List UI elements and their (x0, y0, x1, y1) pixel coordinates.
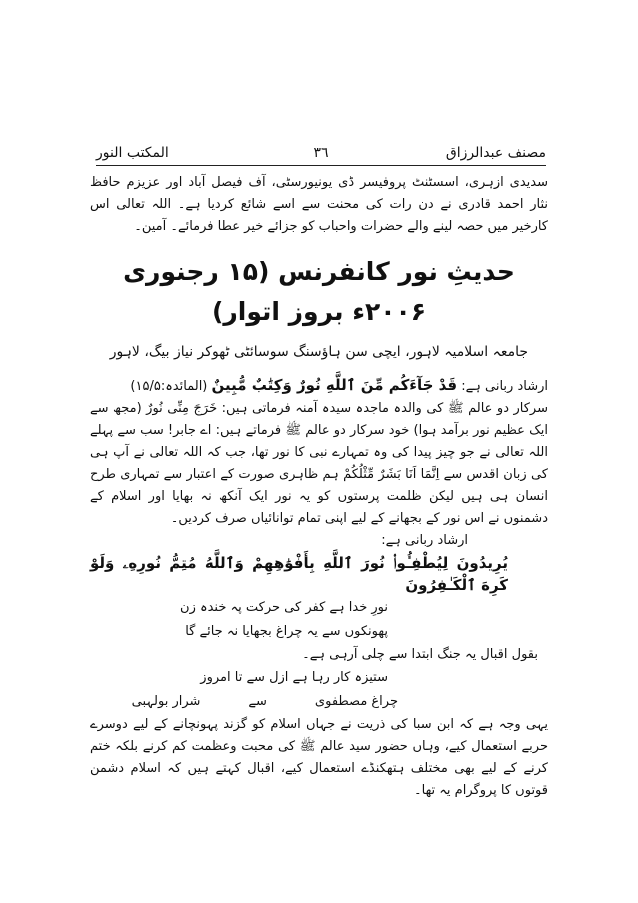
conference-heading: حدیثِ نور کانفرنس (۱۵ رجنوری ۲۰۰۶ء بروز اتوار) (123, 257, 515, 326)
irshad-verse: قَدْ جَآءَكُم مِّنَ ٱللَّهِ نُورٌ وَكِتَٰبٌ مُّبِينٌ (211, 376, 458, 394)
irshad-intro: ارشاد ربانی ہے: (461, 379, 548, 394)
author-name: مصنف عبدالرزاق (445, 145, 546, 161)
publisher-name: المکتب النور (96, 145, 169, 161)
poem2-line1: ستیزہ کار رہا ہے ازل سے تا امروز (200, 670, 388, 685)
page-header (96, 145, 546, 166)
closing-paragraph: یہی وجہ ہے کہ ابن سبا کی ذریت نے جہاں اسلام کو گزند پہونچانے کے لیے دوسرے حربے استعمال کیے، وہاں حضور سید عالم ﷺ کی محبت وعظمت کم کرنے بلکہ ختم کرنے کے لیے بھی مختلف ہتھکنڈے استعمال کیے، اقبال کہتے ہیں کہ اسلام دشمن قوتوں کا پروگرام یہ تھا۔ (90, 717, 548, 798)
poem2-word1: چراغ مصطفوی (314, 694, 398, 709)
poem2-word2: سے (248, 694, 267, 709)
page-number: ٣٦ (313, 145, 329, 161)
poem1-line1: نورِ خدا ہے کفر کی حرکت پہ خندہ زن (180, 600, 388, 615)
poem1-line2: پھونکوں سے یہ چراغ بجھایا نہ جائے گا (185, 624, 388, 639)
poem2-line2 (90, 690, 548, 714)
irshad-reference: (المائدہ:۱۵/۵) (130, 379, 208, 394)
irshad2-intro: ارشاد ربانی ہے: (381, 533, 468, 548)
venue-line: جامعہ اسلامیہ لاہور، ایچی سن ہاؤسنگ سوسائٹی ٹھوکر نیاز بیگ، لاہور (109, 344, 528, 360)
hadith-paragraph: سرکار دو عالم ﷺ کی والدہ ماجدہ سیدہ آمنہ فرماتی ہیں: خَرَجَ مِنِّی نُورٌ (مجھ سے ایک عظیم نور برآمد ہوا) خود سرکار دو عالم ﷺ فرماتے ہیں: اے جابر! سب سے پہلے اللہ تعالی نے جو چیز پیدا کی وہ تمہارے نبی کا نور تھا، جب کہ اللہ تعالی نے آپ ہی کی زبان اقدس سے اِنَّمَا اَنَا بَشَرٌ مِّثْلُكُمْ ہم ظاہری صورت کے اعتبار سے تمہاری طرح انسان ہی ہیں لیکن ظلمت پرستوں کو یہ نور ایک آنکھ نہ بھایا اور اسلام کے دشمنوں نے اس نور کے بجھانے کے لیے اپنی تمام توانائیاں صرف کردیں۔ (90, 401, 548, 526)
iqbal-intro: بقول اقبال یہ جنگ ابتدا سے چلی آرہی ہے۔ (302, 647, 538, 662)
quran-verse: يُرِيدُونَ لِيُطْفِـُٔوا۟ نُورَ ٱللَّهِ بِأَفْوَٰهِهِمْ وَٱللَّهُ مُتِمُّ نُورِهِۦ وَلَوْ كَرِهَ ٱلْكَـٰفِرُونَ (90, 554, 508, 594)
irshad-line (90, 374, 548, 398)
page-body (90, 172, 548, 802)
poem2-word3: شرار بولہبی (131, 694, 201, 709)
intro-paragraph: سدیدی ازہری، اسسٹنٹ پروفیسر ڈی یونیورسٹی، آف فیصل آباد اور عزیزم حافظ نثار احمد قادری نے دن رات کی محنت سے اسے شائع کردیا ہے۔ اللہ تعالی اس کارخیر میں حصہ لینے والے حضرات واحباب کو جزائے خیر عطا فرمائے۔ آمین۔ (90, 175, 548, 234)
